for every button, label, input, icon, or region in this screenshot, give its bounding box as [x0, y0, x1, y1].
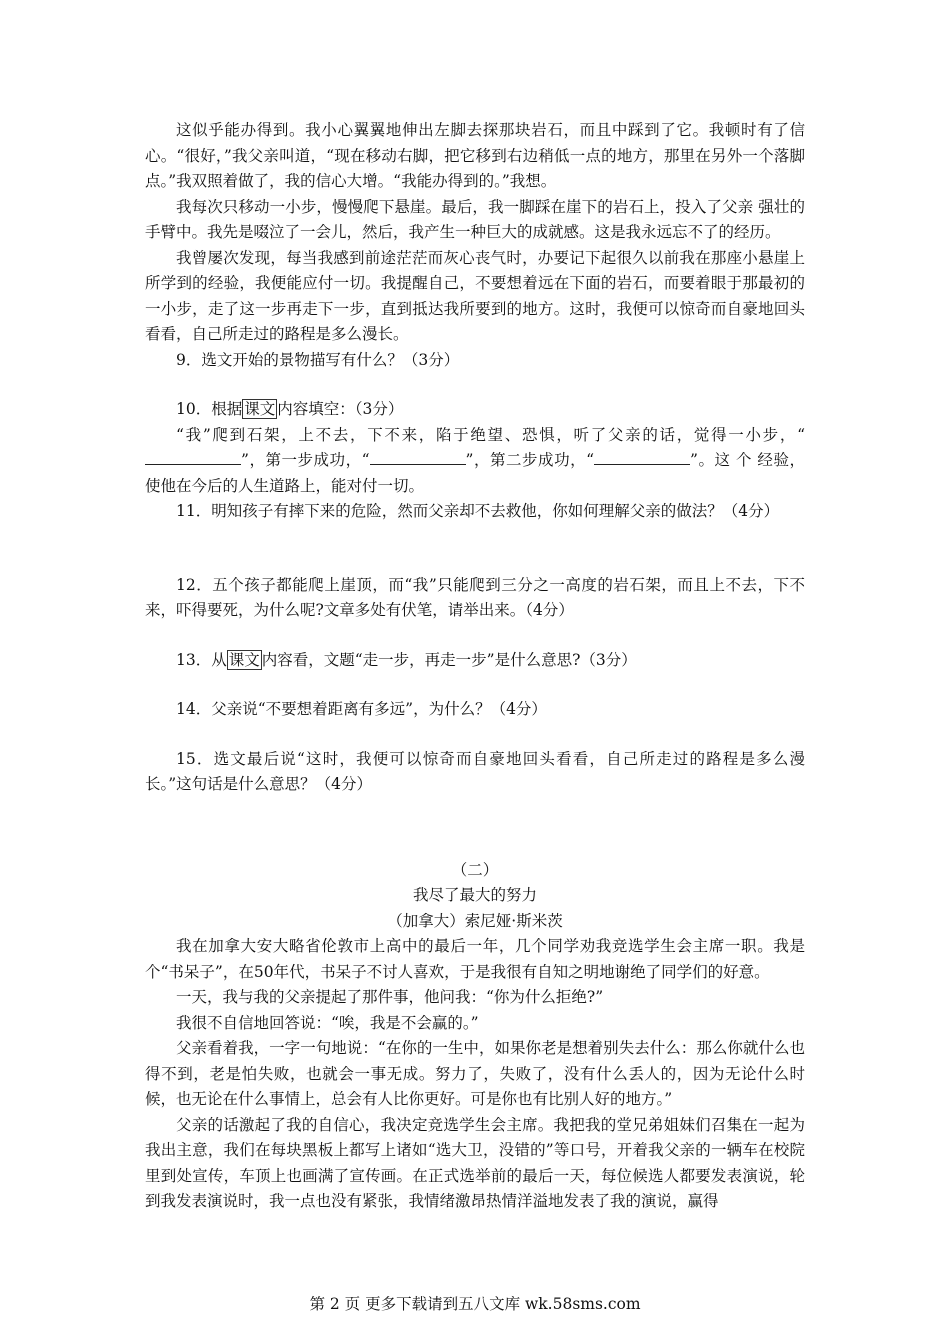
keyword-box: 课文 — [244, 400, 276, 418]
passage2-paragraph-4: 父亲看着我，一字一句地说：“在你的一生中，如果你老是想着别失去什么：那么你就什么也得不到，老是怕失败，也就会一事无成。努力了，失败了，没有什么丢人的，因为无论什么时候，也无论在什么事情上，总会有人比你更好。可是你也有比别人好的地方。” — [145, 1039, 805, 1108]
question-10-fill: “我”爬到石架，上不去，下不来，陷于绝望、恐惧，听了父亲的话，觉得一小步，“”，第一步成功，“ ”，第二步成功，“ ”。这 个 经验，使他在今后的人生道路上，能对付一切。 — [145, 425, 805, 495]
answer-blank-2[interactable] — [370, 450, 466, 465]
document-page — [145, 118, 805, 1215]
keyword-box: 课文 — [228, 650, 260, 669]
question-9: 9．选文开始的景物描写有什么？（3分） — [176, 350, 460, 369]
question-13: 13．从 课文 内容看，文题“走一步，再走一步”是什么意思?（3分） — [176, 650, 637, 669]
answer-blank-3[interactable] — [594, 450, 690, 465]
passage1-paragraph-3: 我曾屡次发现，每当我感到前途茫茫而灰心丧气时，办要记下起很久以前我在那座小悬崖上所学到的经验，我便能应付一切。我提醒自己，不要想着远在下面的岩石，而要着眼于那最初的一小步，走了这一步再走下一步，直到抵达我所要到的地方。这时，我便可以惊奇而自豪地回头看看，自己所走过的路程是多么漫长。 — [145, 248, 805, 343]
page-footer: 第 2 页 更多下载请到五八文库 wk.58sms.com — [309, 1295, 641, 1313]
section-number: （二） — [451, 860, 499, 879]
question-14: 14．父亲说“不要想着距离有多远”，为什么？（4分） — [176, 700, 547, 718]
passage1-paragraph-1: 这似乎能办得到。我小心翼翼地伸出左脚去探那块岩石，而且中踩到了它。我顿时有了信心。“很好，”我父亲叫道，“现在移动右脚，把它移到右边稍低一点的地方，那里在另外一个落脚 点。”我双照着做了，我的信心大增。“我能办得到的。”我想。 — [145, 121, 805, 190]
passage2-paragraph-3: 我很不自信地回答说：“唉，我是不会赢的。” — [176, 1013, 479, 1032]
article-author: （加拿大）索尼娅·斯米茨 — [387, 911, 563, 930]
question-12: 12．五个孩子都能爬上崖顶，而“我”只能爬到三分之一高度的岩石架，而且上不去，下不来，吓得要死，为什么呢?文章多处有伏笔，请举出来。（4分） — [145, 575, 805, 619]
answer-blank-1[interactable] — [145, 450, 241, 465]
passage2-paragraph-2: 一天，我与我的父亲提起了那件事，他问我：“你为什么拒绝?” — [176, 988, 604, 1006]
passage1-paragraph-2: 我每次只移动一小步，慢慢爬下悬崖。最后，我一脚踩在崖下的岩石上，投入了父亲 强壮的手臂中。我先是啜泣了一会儿，然后，我产生一种巨大的成就感。这是我永远忘不了的经历。 — [145, 197, 805, 241]
article-title: 我尽了最大的努力 — [412, 886, 537, 904]
question-11: 11．明知孩子有摔下来的危险，然而父亲却不去救他，你如何理解父亲的做法？（4分） — [176, 502, 780, 520]
question-10: 10．根据 课文 内容填空：（3分） — [176, 400, 404, 418]
question-15: 15．选文最后说“这时，我便可以惊奇而自豪地回头看看，自己所走过的路程是多么漫长。”这句话是什么意思？（4分） — [145, 749, 805, 793]
passage2-paragraph-1: 我在加拿大安大略省伦敦市上高中的最后一年，几个同学劝我竞选学生会主席一职。我是个“书呆子”，在50年代，书呆子不讨人喜欢，于是我很有自知之明地谢绝了同学们的好意。 — [145, 937, 805, 981]
passage2-paragraph-5: 父亲的话激起了我的自信心，我决定竞选学生会主席。我把我的堂兄弟姐妹们召集在一起为我出主意，我们在每块黑板上都写上诸如“选大卫，没错的”等口号，开着我父亲的一辆车在校院里到处宣传，车顶上也画满了宣传画。在正式选举前的最后一天，每位候选人都要发表演说，轮到我发表演说时，我一点也没有紧张，我情绪激昂热情洋溢地发表了我的演说，赢得 — [145, 1115, 805, 1210]
